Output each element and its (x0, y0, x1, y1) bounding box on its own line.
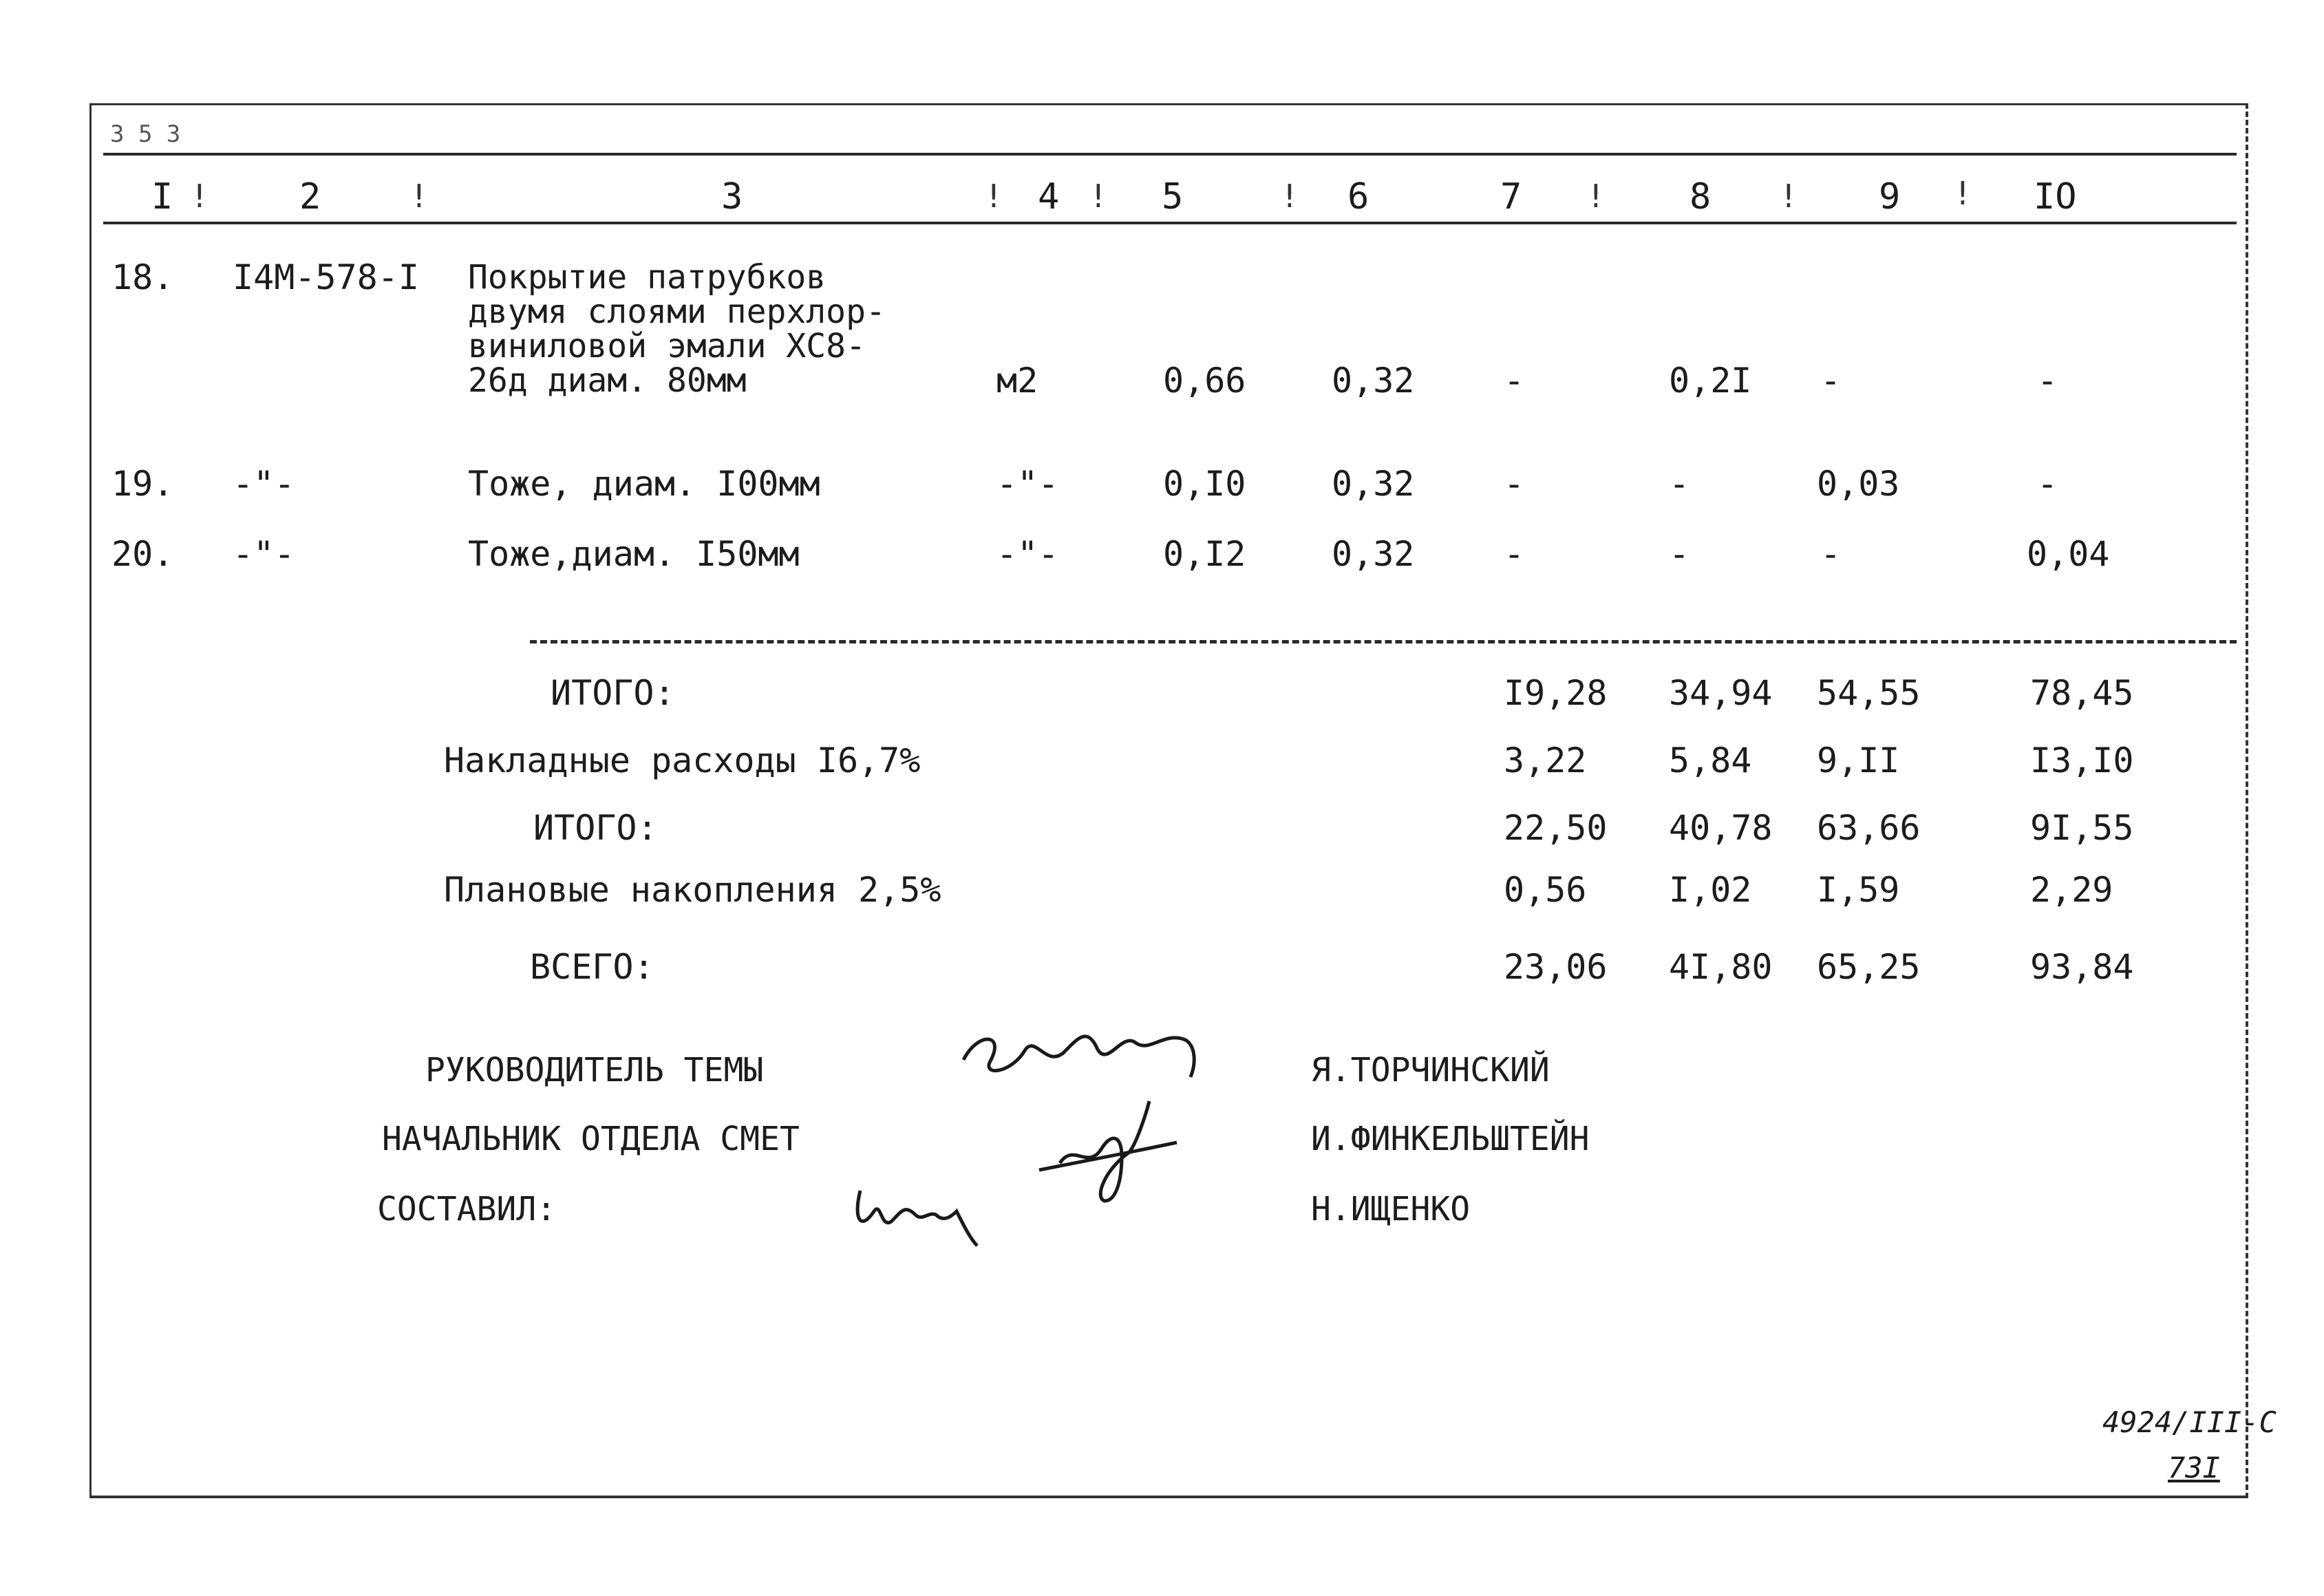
col-header-6: 6 (1347, 176, 1369, 217)
cell-col5: 0,I2 (1163, 534, 1246, 574)
row-code: I4M-578-I (233, 257, 419, 297)
col-separator: ! (1280, 178, 1299, 215)
row-number: 19. (111, 464, 174, 504)
page-frame (89, 103, 2248, 1498)
cell-col5: 0,66 (1163, 361, 1246, 401)
cell-col5: 0,I0 (1163, 464, 1246, 504)
totals-label: Накладные расходы I6,7% (444, 741, 921, 780)
description-line: виниловой эмали ХС8- (468, 327, 866, 365)
cell-col7: - (1504, 464, 1525, 504)
page-number: 73I (2168, 1451, 2220, 1485)
signature-title: СОСТАВИЛ: (377, 1190, 557, 1228)
cell-col8: 34,94 (1669, 673, 1773, 713)
cell-col7: 23,06 (1504, 947, 1608, 987)
col-separator: ! (984, 178, 1003, 215)
row-code: -"- (233, 464, 295, 504)
cell-col10: - (2037, 464, 2058, 504)
cell-col7: I9,28 (1504, 673, 1608, 713)
signature-name: Н.ИЩЕНКО (1311, 1190, 1471, 1228)
document-code: 4924/III-С (2102, 1405, 2277, 1439)
col-header-4: 4 (1038, 176, 1060, 217)
cell-col9: 63,66 (1817, 808, 1921, 848)
cell-col8: 5,84 (1669, 741, 1752, 780)
totals-label: Плановые накопления 2,5% (444, 870, 941, 910)
description-line: 26д диам. 80мм (468, 361, 747, 400)
totals-label: ИТОГО: (533, 808, 658, 848)
row-number: 18. (111, 257, 174, 297)
col-header-3: 3 (721, 176, 743, 217)
signature-title: РУКОВОДИТЕЛЬ ТЕМЫ (425, 1051, 764, 1089)
cell-col10: 9I,55 (2030, 808, 2134, 848)
cell-col8: 0,2I (1669, 361, 1752, 401)
col-header-10: IO (2034, 176, 2077, 217)
cell-col10: 93,84 (2030, 947, 2134, 987)
col-separator: ! (409, 178, 429, 215)
cell-col9: 65,25 (1817, 947, 1921, 987)
cell-col6: 0,32 (1332, 464, 1415, 504)
signature-title: НАЧАЛЬНИК ОТДЕЛА СМЕТ (382, 1120, 800, 1158)
col-separator: ! (1586, 178, 1606, 215)
cell-col9: - (1820, 361, 1842, 401)
cell-col10: 0,04 (2027, 534, 2110, 574)
cell-col7: - (1504, 361, 1525, 401)
cell-col7: 0,56 (1504, 870, 1587, 910)
cell-col9: 0,03 (1817, 464, 1900, 504)
cell-col8: I,02 (1669, 870, 1752, 910)
col-header-9: 9 (1879, 176, 1901, 217)
cell-col8: 40,78 (1669, 808, 1773, 848)
row-description: Тоже, диам. I00мм (468, 464, 820, 504)
handwritten-signature (840, 1163, 998, 1253)
totals-label: ИТОГО: (551, 673, 675, 713)
col-separator: ! (190, 178, 209, 215)
col-header-2: 2 (299, 176, 321, 217)
col-header-8: 8 (1689, 176, 1712, 217)
signature-name: Я.ТОРЧИНСКИЙ (1311, 1051, 1550, 1089)
row-number: 20. (111, 534, 174, 574)
handwritten-signature (1019, 1087, 1184, 1211)
cell-col8: - (1669, 464, 1690, 504)
header-top-line (103, 153, 2237, 156)
cell-col10: I3,I0 (2030, 741, 2134, 780)
cell-col10: - (2037, 361, 2058, 401)
cell-col9: I,59 (1817, 870, 1900, 910)
cell-col10: 2,29 (2030, 870, 2113, 910)
header-bottom-line (103, 222, 2237, 224)
col-header-7: 7 (1500, 176, 1522, 217)
col-separator: ! (1089, 178, 1108, 215)
signature-name: И.ФИНКЕЛЬШТЕЙН (1311, 1120, 1590, 1158)
cell-col7: 3,22 (1504, 741, 1587, 780)
cell-col6: 0,32 (1332, 534, 1415, 574)
col-separator: ! (1779, 178, 1798, 215)
cell-col6: 0,32 (1332, 361, 1415, 401)
col-header-1: I (151, 176, 173, 217)
cell-col9: 54,55 (1817, 673, 1921, 713)
row-unit: -"- (996, 534, 1059, 574)
totals-separator (530, 640, 2237, 643)
cell-col8: 4I,80 (1669, 947, 1773, 987)
col-separator: ! (1953, 175, 1972, 212)
row-description: Тоже,диам. I50мм (468, 534, 800, 574)
cell-col8: - (1669, 534, 1690, 574)
cell-col10: 78,45 (2030, 673, 2134, 713)
cell-col9: 9,II (1817, 741, 1900, 780)
corner-mark: 3 5 3 (110, 120, 181, 148)
description-line: Покрытие патрубков (468, 258, 827, 297)
cell-col9: - (1820, 534, 1842, 574)
row-unit: -"- (996, 464, 1059, 504)
row-code: -"- (233, 534, 295, 574)
description-line: двумя слоями перхлор- (468, 292, 886, 331)
row-unit: м2 (996, 361, 1038, 401)
col-header-5: 5 (1162, 176, 1184, 217)
cell-col7: 22,50 (1504, 808, 1608, 848)
totals-label: ВСЕГО: (530, 947, 654, 987)
cell-col7: - (1504, 534, 1525, 574)
